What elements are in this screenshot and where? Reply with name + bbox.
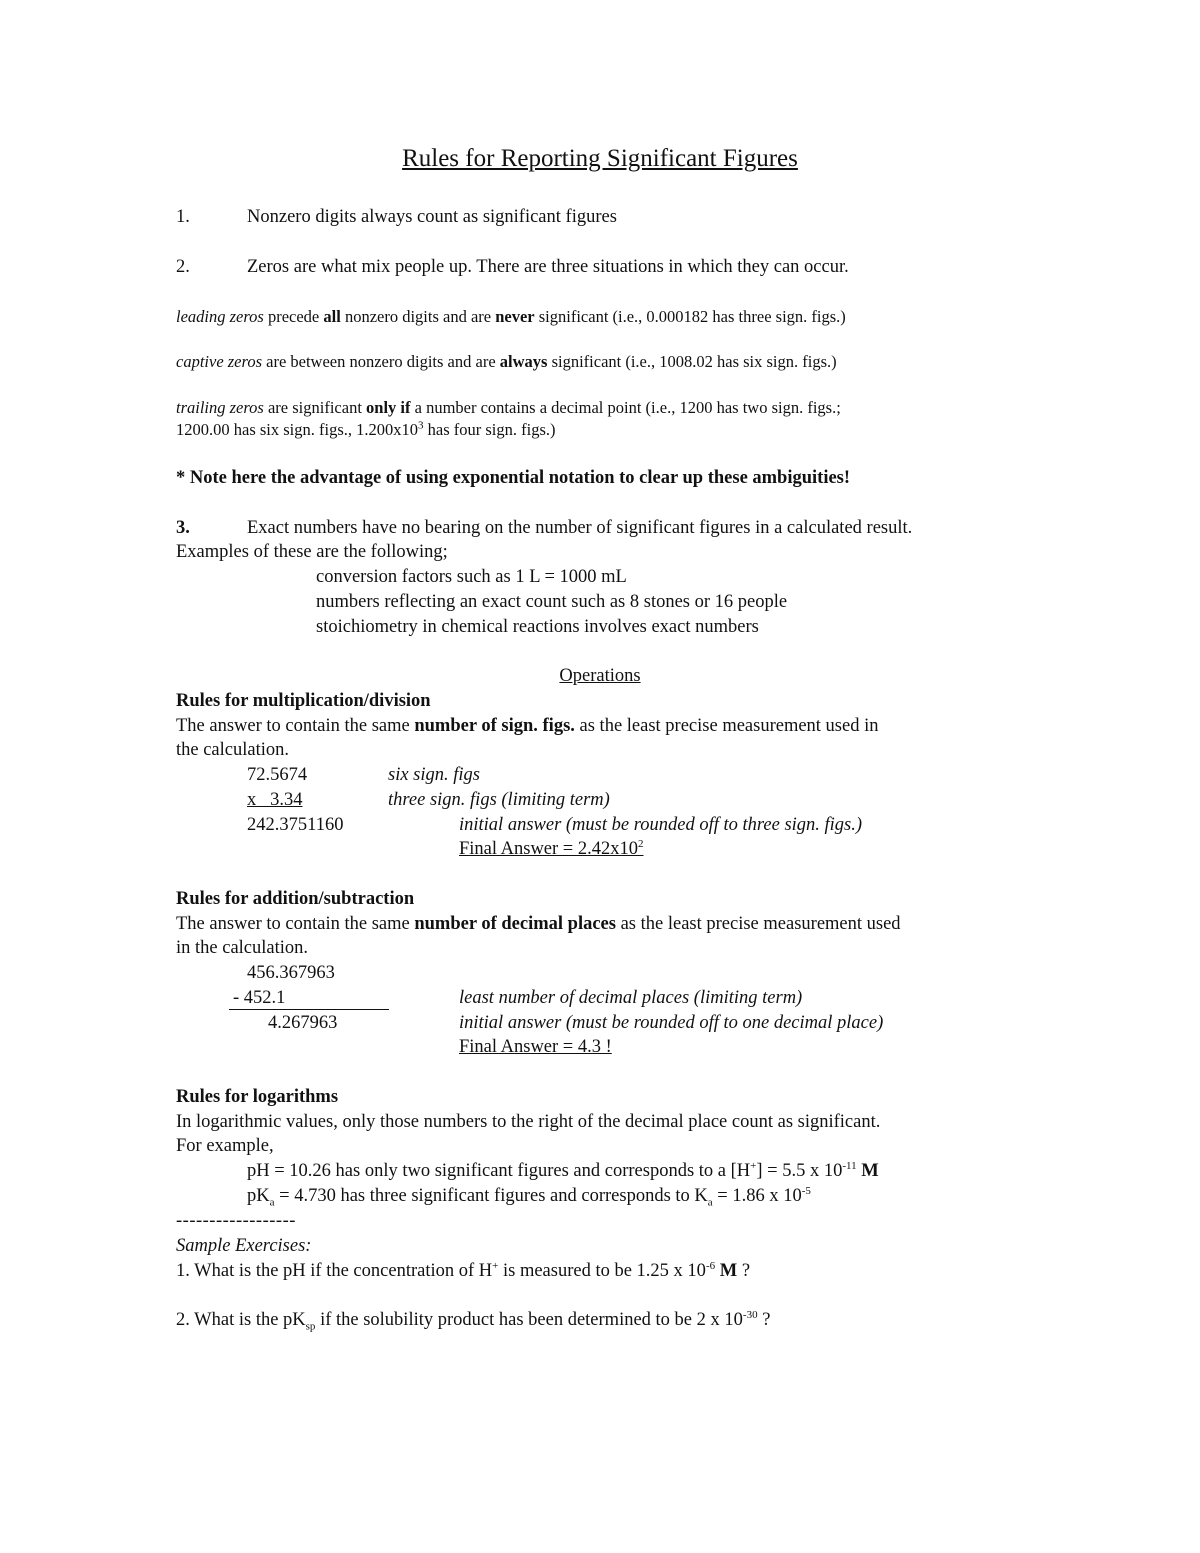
rule-1-text: Nonzero digits always count as significant figures	[247, 207, 617, 227]
add-final-answer: Final Answer = 4.3 !	[459, 1037, 612, 1057]
log-heading: Rules for logarithms	[176, 1087, 339, 1107]
captive-zeros-line: captive zeros are between nonzero digits and are always significant (i.e., 1008.02 has six sign. figs.)	[176, 352, 837, 371]
subtraction-underline	[229, 1009, 389, 1010]
rule-1-number: 1.	[176, 207, 190, 227]
trailing-zeros-line-2: 1200.00 has six sign. figs., $1.200x10^3$ has four sign. figs.)	[176, 419, 556, 439]
page-title: Rules for Reporting Significant Figures	[402, 145, 798, 172]
log-example-1: pH = 10.26 has only two significant figures and corresponds to a [H+] = 5.5 x $10^{-11}$ M	[247, 1159, 879, 1181]
exercise-1: 1. What is the pH if the concentration of H+ is measured to be 1.25 x $10^{-6}$ M ?	[176, 1259, 751, 1281]
add-description-2: in the calculation.	[176, 938, 309, 958]
mult-operand-2: x 3.34	[247, 790, 303, 810]
mult-heading: Rules for multiplication/division	[176, 691, 431, 711]
exact-example-1: conversion factors such as 1 L = 1000 mL	[316, 567, 627, 587]
separator: ------------------	[176, 1211, 296, 1231]
add-result-note: initial answer (must be rounded off to one decimal place)	[459, 1013, 884, 1033]
log-description-2: For example,	[176, 1136, 274, 1156]
add-operand-1: 456.367963	[247, 963, 335, 983]
exercise-2: 2. What is the $pK_{sp}$ if the solubility product has been determined to be 2 x $10^{-30}$ ?	[176, 1308, 771, 1333]
log-description: In logarithmic values, only those numbers to the right of the decimal place count as significant.	[176, 1112, 881, 1132]
mult-description-2: the calculation.	[176, 740, 290, 760]
add-operand-2-note: least number of decimal places (limiting term)	[459, 988, 803, 1008]
operations-heading: Operations	[559, 666, 641, 686]
mult-operand-1: 72.5674	[247, 765, 308, 785]
add-heading: Rules for addition/subtraction	[176, 889, 415, 909]
add-result: 4.267963	[268, 1013, 338, 1033]
captive-zeros-term: captive zeros	[176, 352, 262, 371]
rule-3-text-2: Examples of these are the following;	[176, 542, 448, 562]
mult-result-note: initial answer (must be rounded off to three sign. figs.)	[459, 815, 863, 835]
leading-zeros-term: leading zeros	[176, 307, 264, 326]
mult-result: 242.3751160	[247, 815, 344, 835]
exercises-heading: Sample Exercises:	[176, 1236, 312, 1256]
trailing-zeros-term: trailing zeros	[176, 398, 264, 417]
rule-2-text: Zeros are what mix people up. There are three situations in which they can occur.	[247, 257, 849, 277]
log-example-2: $pK_a = 4.730$ has three significant figures and corresponds to $K_a = 1.86$ x $10^{-5}$	[247, 1184, 811, 1209]
leading-zeros-line: leading zeros precede all nonzero digits and are never significant (i.e., 0.000182 has three sign. figs.)	[176, 307, 846, 326]
exact-example-2: numbers reflecting an exact count such as 8 stones or 16 people	[316, 592, 788, 612]
mult-operand-1-note: six sign. figs	[388, 765, 480, 785]
add-description: The answer to contain the same number of decimal places as the least precise measurement used	[176, 914, 901, 934]
exact-example-3: stoichiometry in chemical reactions involves exact numbers	[316, 617, 759, 637]
rule-2-number: 2.	[176, 257, 190, 277]
mult-description: The answer to contain the same number of sign. figs. as the least precise measurement used in	[176, 716, 879, 736]
mult-operand-2-note: three sign. figs (limiting term)	[388, 790, 610, 810]
trailing-zeros-line: trailing zeros are significant only if a number contains a decimal point (i.e., 1200 has two sign. figs.;	[176, 398, 841, 417]
mult-final-answer: Final Answer = $2.42x10^2$	[459, 837, 644, 859]
exponential-note: * Note here the advantage of using exponential notation to clear up these ambiguities!	[176, 468, 851, 488]
add-operand-2: - 452.1	[233, 988, 286, 1008]
rule-3-text: Exact numbers have no bearing on the number of significant figures in a calculated result.	[247, 518, 913, 538]
rule-3-number: 3.	[176, 518, 190, 538]
